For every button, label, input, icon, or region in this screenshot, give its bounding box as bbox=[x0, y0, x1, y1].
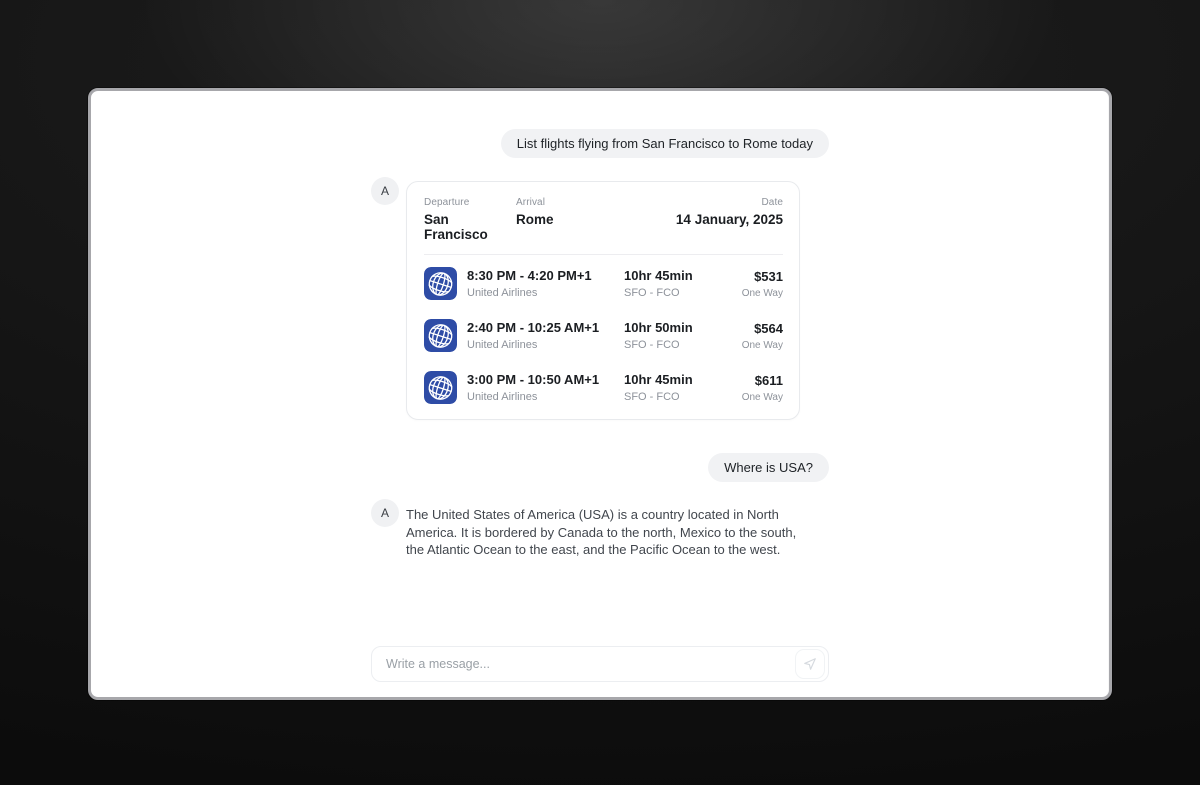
user-message-row bbox=[371, 453, 829, 482]
assistant-avatar: A bbox=[371, 499, 399, 527]
flight-results-card bbox=[406, 181, 800, 420]
date-value: 14 January, 2025 bbox=[675, 212, 783, 227]
flight-fare-type: One Way bbox=[741, 287, 783, 299]
flight-route: SFO - FCO bbox=[624, 391, 680, 403]
departure-column bbox=[424, 197, 516, 242]
flight-time: 3:00 PM - 10:50 AM+1 bbox=[467, 372, 600, 387]
flight-airline: United Airlines bbox=[467, 339, 538, 351]
arrival-value: Rome bbox=[516, 212, 554, 227]
arrival-label: Arrival bbox=[516, 197, 546, 208]
flight-card-header bbox=[424, 197, 783, 242]
app-window bbox=[88, 88, 1112, 700]
send-icon bbox=[803, 657, 817, 671]
message-composer bbox=[371, 646, 829, 682]
flight-airline: United Airlines bbox=[467, 391, 538, 403]
flight-duration: 10hr 45min bbox=[624, 268, 693, 283]
flight-duration-cell bbox=[624, 320, 742, 351]
flight-price-cell bbox=[742, 269, 783, 299]
chat-thread bbox=[371, 91, 829, 559]
assistant-message-row bbox=[371, 505, 829, 559]
united-airlines-globe-icon bbox=[424, 371, 457, 404]
flight-time-cell bbox=[467, 320, 624, 351]
flight-row[interactable] bbox=[424, 258, 783, 310]
departure-value: San Francisco bbox=[424, 212, 488, 242]
flight-route: SFO - FCO bbox=[624, 287, 680, 299]
flight-time: 8:30 PM - 4:20 PM+1 bbox=[467, 268, 592, 283]
arrival-column bbox=[516, 197, 676, 227]
flight-fare-type: One Way bbox=[741, 391, 783, 403]
flight-duration: 10hr 50min bbox=[624, 320, 693, 335]
user-message-bubble: List flights flying from San Francisco to Rome today bbox=[501, 129, 829, 158]
flight-fare-type: One Way bbox=[741, 339, 783, 351]
send-button[interactable] bbox=[795, 649, 825, 679]
departure-label: Departure bbox=[424, 197, 470, 208]
flight-time-cell bbox=[467, 372, 624, 403]
flight-list bbox=[424, 255, 783, 414]
flight-price-cell bbox=[742, 373, 783, 403]
message-input[interactable] bbox=[386, 657, 795, 671]
united-airlines-globe-icon bbox=[424, 319, 457, 352]
user-message-bubble: Where is USA? bbox=[708, 453, 829, 482]
united-airlines-globe-icon bbox=[424, 267, 457, 300]
flight-row[interactable] bbox=[424, 310, 783, 362]
flight-duration: 10hr 45min bbox=[624, 372, 693, 387]
date-column bbox=[676, 197, 783, 227]
assistant-message-row bbox=[371, 181, 829, 420]
flight-duration-cell bbox=[624, 372, 742, 403]
flight-time: 2:40 PM - 10:25 AM+1 bbox=[467, 320, 600, 335]
flight-airline: United Airlines bbox=[467, 287, 538, 299]
flight-price-cell bbox=[742, 321, 783, 351]
flight-duration-cell bbox=[624, 268, 742, 299]
assistant-text: The United States of America (USA) is a country located in North America. It is bordered by Canada to the north, Mexico to the south, the Atlantic Ocean to the east, and the Pacific Ocean to the west. bbox=[406, 507, 797, 557]
flight-row[interactable] bbox=[424, 362, 783, 414]
flight-price: $611 bbox=[754, 372, 783, 388]
flight-time-cell bbox=[467, 268, 624, 299]
date-label: Date bbox=[761, 197, 783, 208]
flight-price: $564 bbox=[754, 320, 783, 336]
flight-price: $531 bbox=[754, 268, 783, 284]
user-message-row bbox=[371, 129, 829, 158]
assistant-avatar: A bbox=[371, 177, 399, 205]
chat-surface bbox=[91, 91, 1109, 697]
flight-route: SFO - FCO bbox=[624, 339, 680, 351]
